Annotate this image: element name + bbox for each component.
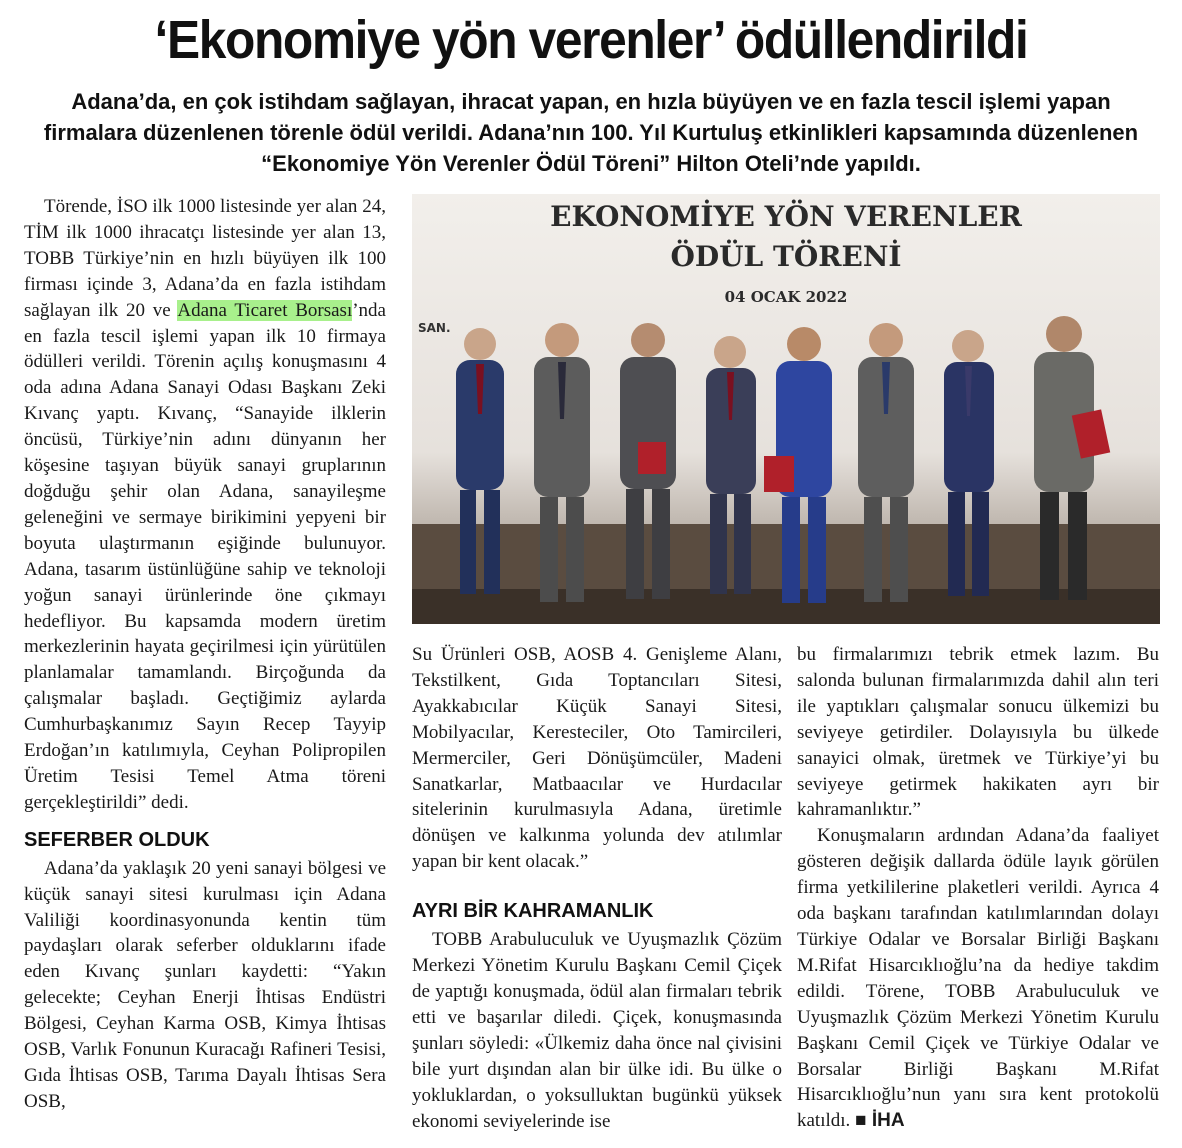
banner-line-2: ÖDÜL TÖRENİ (670, 240, 902, 273)
headline: ‘Ekonomiye yön verenler’ ödüllendirildi (154, 10, 1028, 70)
subhead-seferber: SEFERBER OLDUK (24, 828, 210, 851)
side-text: SAN. (418, 321, 451, 335)
deck: Adana’da, en çok istihdam sağlayan, ihracat yapan, en hızla büyüyen ve en fazla tescil işlemi yapan firmalara düzenlenen törenle ödül verildi. Adana’nın 100. Yıl Kurtuluş etkinlikleri kapsamında düzenlenen “Ekonomiye Yön Verenler Ödül Töreni” Hilton Oteli’nde yapıldı. (43, 89, 1139, 176)
banner-line-1: EKONOMİYE YÖN VERENLER (550, 200, 1022, 233)
text-run: Konuşmaların ardından Adana’da faaliyet gösteren değişik dallarda ödüle layık görülen firma yetkililerine plaketleri verildi. Ayrıca 4 oda başkanı tarafından katılımlarından dolayı Türkiye Odalar ve Borsalar Birliği Başkanı M.Rifat Hisarcıklıoğlu’na da hediye takdim edildi. Törene, TOBB Arabuluculuk ve Uyuşmazlık Çözüm Merkezi Yönetim Kurulu Başkanı Cemil Çiçek ve Türkiye Odalar ve Borsalar Birliği Başkanı M.Rifat Hisarcıklıoğlu’nun yanı sıra kent protokolü katıldı. (797, 825, 1159, 1132)
paragraph: Adana’da yaklaşık 20 yeni sanayi bölgesi ve küçük sanayi sitesi kurulması için Adana Valiliği koordinasyonunda kentin tüm paydaşları olarak seferber olduklarını ifade eden Kıvanç şunları kaydetti: “Yakın gelecekte; Ceyhan Enerji İhtisas Endüstri Bölgesi, Ceyhan Karma OSB, Kimya İhtisas OSB, Varlık Fonunun Kuracağı Rafineri Tesisi, Gıda İhtisas OSB, Tarıma Dayalı İhtisas Sera OSB, (24, 857, 386, 1112)
paragraph (24, 194, 386, 816)
subhead-ayri-bir-kahramanlik: AYRI BİR KAHRAMANLIK (412, 900, 654, 923)
paragraph: TOBB Arabuluculuk ve Uyuşmazlık Çözüm Merkezi Yönetim Kurulu Başkanı Cemil Çiçek de yaptığı konuşmada, ödül alan firmaları tebrik etti ve başarılar diledi. Çiçek, konuşmasında şunları söyledi: «Ülkemiz daha önce nal çivisini bile yurt dışından alan bir ülke idi. Bu ülke o yokluklardan, o yoksulluktan bugünkü yüksek ekonomi seviyelerinde ise (412, 929, 782, 1132)
agency-signoff: ■ İHA (855, 1110, 905, 1132)
paragraph: bu firmalarımızı tebrik etmek lazım. Bu salonda bulunan firmalarımızda dahil alın teri ile yaptıkları çalışmalar sonucu ülkemizi bu seviyeye getirdiler. Dolayısıyla bu ülkede sanayici olmak, üretmek ve Türkiye’yi bu seviyeye getirmek hakikaten ayrı bir kahramanlıktır.” (797, 644, 1159, 821)
ceremony-photo (412, 194, 1160, 624)
paragraph (797, 823, 1159, 1134)
text-run: ’nda en fazla tescil işlemi yapan ilk 10 firmaya ödülleri verildi. Törenin açılış konuşmasını 4 oda adına Adana Sanayi Odası Başkanı Zeki Kıvanç yaptı. Kıvanç, “Sanayide ilklerin öncüsü, Türkiye’nin adını dünyanın her köşesine taşıyan büyük sanayi gruplarının doğduğu şehir olan Adana, sanayileşme geleneğini ve sermaye birikimini yepyeni bir boyuta ulaştırmanın eşiğinde bulunuyor. Adana, tasarım üstünlüğüne sahip ve teknoloji yoğun sanayi ürünlerinde öne çıkmayı hedefliyor. Bu kapsamda modern üretim merkezlerinin hayata geçirilmesi için yürütülen planlamalar tamamlandı. Birçoğunda da çalışmalar başladı. Geçtiğimiz aylarda Cumhurbaşkanımız Sayın Recep Tayyip Erdoğan’ın katılımıyla, Ceyhan Polipropilen Üretim Tesisi Temel Atma töreni gerçekleştirildi” dedi. (24, 299, 386, 813)
column-3 (797, 642, 1159, 1134)
banner-date: 04 OCAK 2022 (724, 288, 848, 306)
paragraph: Su Ürünleri OSB, AOSB 4. Genişleme Alanı, Tekstilkent, Gıda Toptancıları Sitesi, Ayakkabıcılar Küçük Sanayi Sitesi, Mobilyacılar, Keresteciler, Oto Tamircileri, Mermerciler, Geri Dönüşümcüler, Madeni Sanatkarlar, Matbaacılar ve Hurdacılar sitelerinin kurulmasıyla Adana, üretimle dönüşen ve kalkınma yolunda dev atılımlar yapan bir kent olacak.” (412, 644, 782, 873)
column-2 (412, 642, 782, 1134)
highlighted-text: Adana Ticaret Borsası (177, 299, 353, 321)
text-run: Törende, İSO ilk 1000 listesinde yer alan 24, TİM ilk 1000 ihracatçı listesinde yer alan 13, TOBB Türkiye’nin en hızlı büyüyen ilk 100 firması içinde 3, Adana’da en fazla istihdam sağlayan ilk 20 ve (24, 196, 386, 321)
column-1 (24, 194, 386, 1115)
